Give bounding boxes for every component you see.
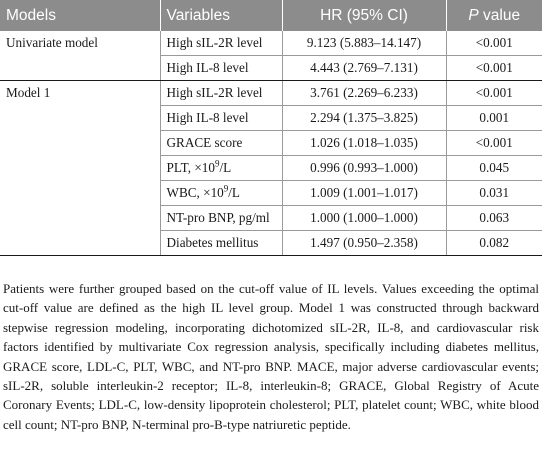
variable-cell: High IL-8 level [160, 56, 282, 81]
header-p-italic: P [468, 6, 479, 24]
variable-cell: High sIL-2R level [160, 81, 282, 106]
header-p-value [446, 0, 542, 31]
variable-cell [160, 156, 282, 181]
p-value-cell: <0.001 [446, 31, 542, 56]
header-p-rest: value [478, 6, 521, 24]
variable-cell: NT-pro BNP, pg/ml [160, 206, 282, 231]
table-header-row [0, 0, 542, 31]
p-value-cell: 0.045 [446, 156, 542, 181]
header-variables: Variables [160, 0, 282, 31]
p-value-cell: 0.082 [446, 231, 542, 256]
hr-cell: 1.000 (1.000–1.000) [282, 206, 446, 231]
hr-cell: 0.996 (0.993–1.000) [282, 156, 446, 181]
header-models: Models [0, 0, 160, 31]
variable-cell: GRACE score [160, 131, 282, 156]
hr-cell: 9.123 (5.883–14.147) [282, 31, 446, 56]
exponent: 9 [223, 183, 229, 194]
variable-cell: Diabetes mellitus [160, 231, 282, 256]
p-value-cell: <0.001 [446, 131, 542, 156]
variable-text: PLT, ×10 [166, 160, 215, 175]
hr-cell: 1.497 (0.950–2.358) [282, 231, 446, 256]
p-value-cell: 0.031 [446, 181, 542, 206]
model-label: Model 1 [0, 81, 160, 256]
p-value-cell: 0.063 [446, 206, 542, 231]
header-hr: HR (95% CI) [282, 0, 446, 31]
p-value-cell: <0.001 [446, 56, 542, 81]
variable-cell: High IL-8 level [160, 106, 282, 131]
table-row [0, 31, 542, 56]
variable-unit: /L [219, 160, 232, 175]
table-row [0, 81, 542, 106]
variable-cell [160, 181, 282, 206]
variable-text: WBC, ×10 [166, 185, 224, 200]
model-label: Univariate model [0, 31, 160, 81]
hr-cell: 2.294 (1.375–3.825) [282, 106, 446, 131]
hr-cell: 3.761 (2.269–6.233) [282, 81, 446, 106]
variable-cell: High sIL-2R level [160, 31, 282, 56]
p-value-cell: 0.001 [446, 106, 542, 131]
table-footnote: Patients were further grouped based on the cut-off value of IL levels. Values exceeding the optimal cut-off value are defined as the high IL level group. Model 1 was constructed through backward stepwise regression modeling, incorporating dichotomized sIL-2R, IL-8, and cardiovascular risk factors identified by multivariate Cox regression analysis, specifically including diabetes mellitus, GRACE score, LDL-C, PLT, WBC, and NT-pro BNP. MACE, major adverse cardiovascular events; sIL-2R, soluble interleukin-2 receptor; IL-8, interleukin-8; GRACE, Global Registry of Acute Coronary Events; LDL-C, low-density lipoprotein cholesterol; PLT, platelet count; WBC, white blood cell count; NT-pro BNP, N-terminal pro-B-type natriuretic peptide. [3, 281, 539, 432]
hr-cell: 1.026 (1.018–1.035) [282, 131, 446, 156]
p-value-cell: <0.001 [446, 81, 542, 106]
hr-cell: 4.443 (2.769–7.131) [282, 56, 446, 81]
exponent: 9 [214, 158, 220, 169]
variable-unit: /L [228, 185, 240, 200]
hr-cell: 1.009 (1.001–1.017) [282, 181, 446, 206]
